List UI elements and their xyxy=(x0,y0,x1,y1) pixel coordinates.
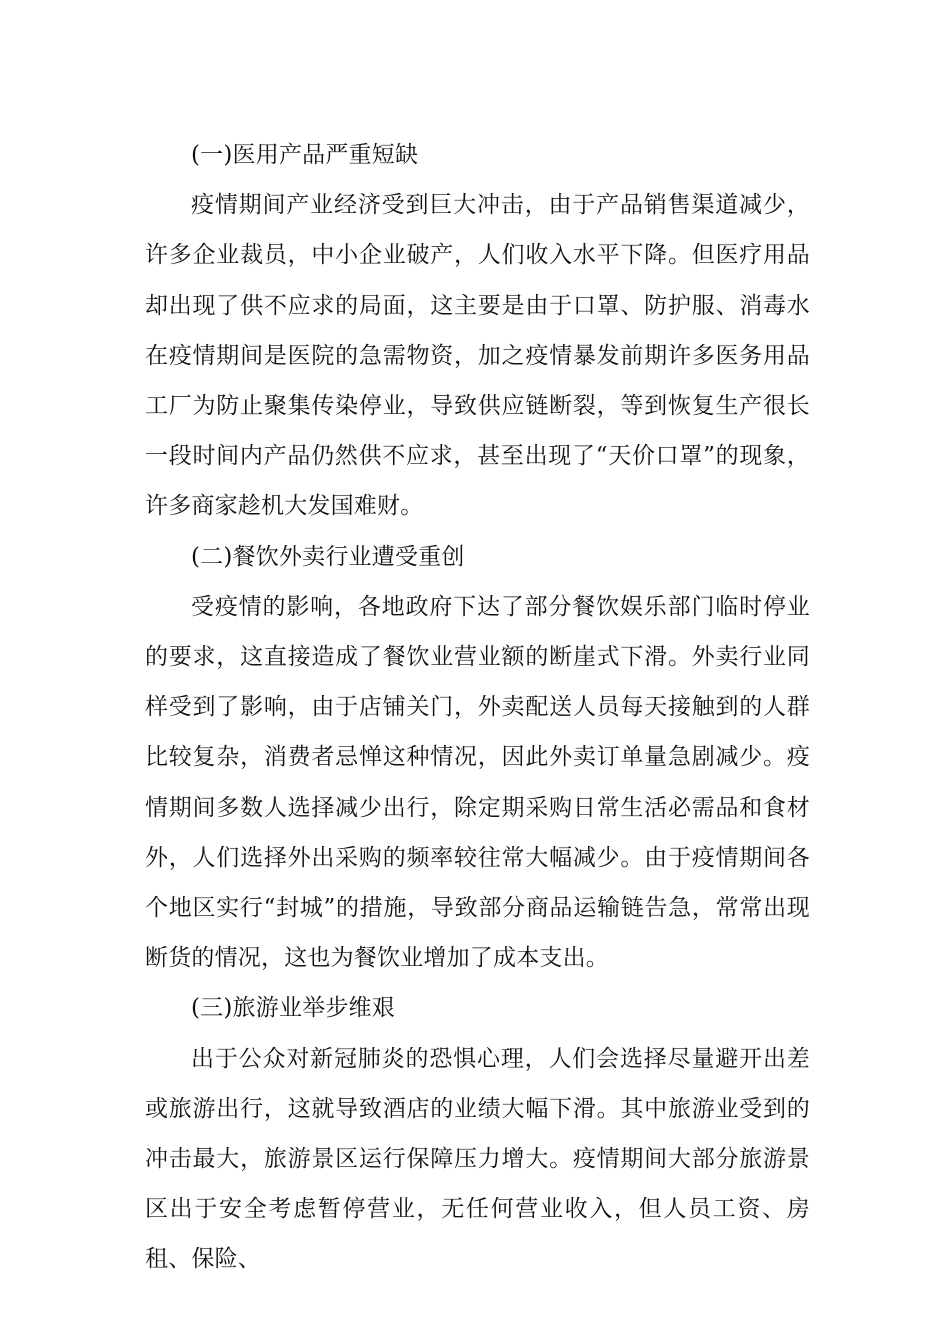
document-body xyxy=(145,130,810,1285)
section-heading-1: (一)医用产品严重短缺 xyxy=(191,142,419,168)
section-heading-3: (三)旅游业举步维艰 xyxy=(191,995,395,1022)
section-paragraph-2: 受疫情的影响，各地政府下达了部分餐饮娱乐部门临时停业的要求，这直接造成了餐饮业营业额的断崖式下滑。外卖行业同样受到了影响，由于店铺关门，外卖配送人员每天接触到的人群比较复杂，消费者忌惮这种情况，因此外卖订单量急剧减少。疫情期间多数人选择减少出行，除定期采购日常生活必需品和食材外，人们选择外出采购的频率较往常大幅减少。由于疫情期间各个地区实行“封城”的措施，导致部分商品运输链告急，常常出现断货的情况，这也为餐饮业增加了成本支出。 xyxy=(145,593,810,972)
section-paragraph-3: 出于公众对新冠肺炎的恐惧心理，人们会选择尽量避开出差或旅游出行，这就导致酒店的业绩大幅下滑。其中旅游业受到的冲击最大，旅游景区运行保障压力增大。疫情期间大部分旅游景区出于安全考虑暂停营业，无任何营业收入，但人员工资、房租、保险、 xyxy=(145,1045,810,1273)
section-paragraph-1: 疫情期间产业经济受到巨大冲击，由于产品销售渠道减少，许多企业裁员，中小企业破产，人们收入水平下降。但医疗用品却出现了供不应求的局面，这主要是由于口罩、防护服、消毒水在疫情期间是医院的急需物资，加之疫情暴发前期许多医务用品工厂为防止聚集传染停业，导致供应链断裂，等到恢复生产很长一段时间内产品仍然供不应求，甚至出现了“天价口罩”的现象，许多商家趁机大发国难财。 xyxy=(145,192,810,520)
section-heading-2: (二)餐饮外卖行业遭受重创 xyxy=(191,543,465,570)
